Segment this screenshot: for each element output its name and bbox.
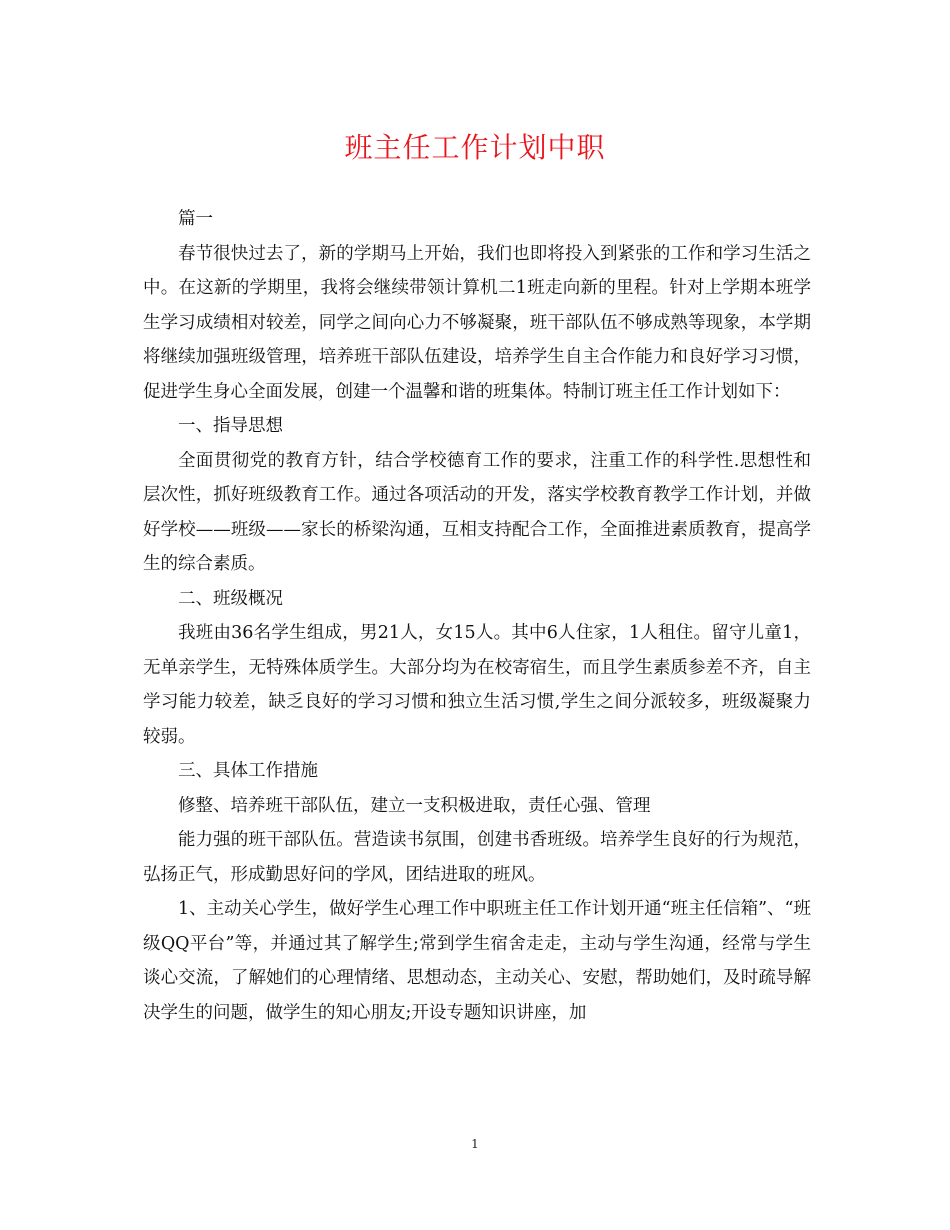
document-title: 班主任工作计划中职: [344, 131, 606, 164]
page-number: 1: [471, 1137, 479, 1151]
heading-guiding-ideology: 一、指导思想: [178, 416, 283, 436]
heading-class-overview: 二、班级概况: [178, 588, 283, 609]
heading-work-measures: 三、具体工作措施: [178, 761, 318, 781]
work-measures-paragraph: 能力强的班干部队伍。营造读书氛围，创建书香班级。培养学生良好的行为规范，弘扬正气，形成勤思好问的学风，团结进取的班风。: [143, 830, 811, 885]
document-body: [143, 202, 811, 1030]
section-label-pian-yi: 篇一: [178, 209, 213, 229]
work-measures-line: 修整、培养班干部队伍，建立一支积极进取，责任心强、管理: [178, 795, 651, 816]
measure-item-1-paragraph: 1、主动关心学生，做好学生心理工作中职班主任工作计划开通“班主任信箱”、“班级QQ平台”等，并通过其了解学生;常到学生宿舍走走，主动与学生沟通，经常与学生谈心交流，了解她们的心理情绪、思想动态，主动关心、安慰，帮助她们，及时疏导解决学生的问题，做学生的知心朋友;开设专题知识讲座，加: [143, 899, 811, 1023]
guiding-ideology-paragraph: 全面贯彻党的教育方针，结合学校德育工作的要求，注重工作的科学性.思想性和层次性，抓好班级教育工作。通过各项活动的开发，落实学校教育教学工作计划，并做好学校——班级——家长的桥梁沟通，互相支持配合工作，全面推进素质教育，提高学生的综合素质。: [143, 450, 811, 574]
class-overview-paragraph: 我班由36名学生组成，男21人，女15人。其中6人住家，1人租住。留守儿童1，无单亲学生，无特殊体质学生。大部分均为在校寄宿生，而且学生素质参差不齐，自主学习能力较差，缺乏良好的学习习惯和独立生活习惯,学生之间分派较多，班级凝聚力较弱。: [143, 623, 811, 747]
intro-paragraph: 春节很快过去了，新的学期马上开始，我们也即将投入到紧张的工作和学习生活之中。在这新的学期里，我将会继续带领计算机二1班走向新的里程。针对上学期本班学生学习成绩相对较差，同学之间向心力不够凝聚，班干部队伍不够成熟等现象，本学期将继续加强班级管理，培养班干部队伍建设，培养学生自主合作能力和良好学习习惯，促进学生身心全面发展，创建一个温馨和谐的班集体。特制订班主任工作计划如下：: [143, 243, 811, 402]
